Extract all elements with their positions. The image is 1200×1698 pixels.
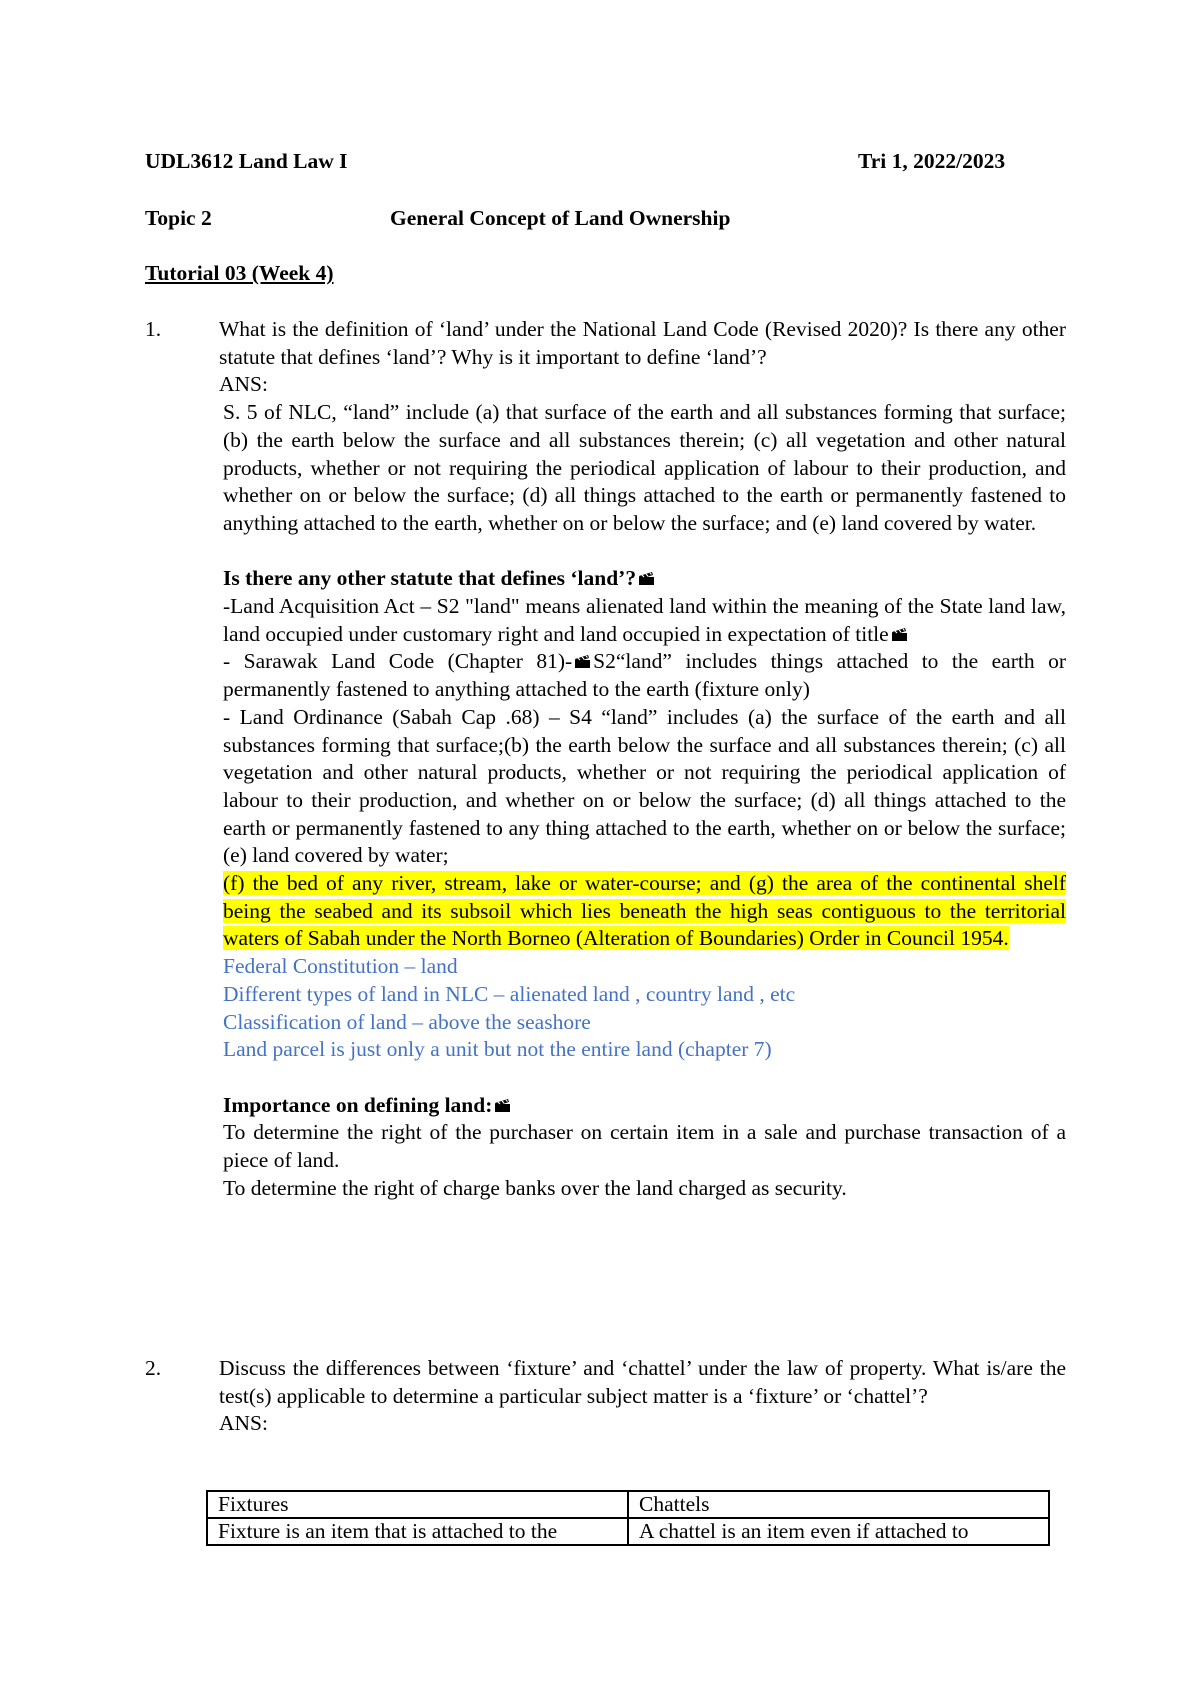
fixture-chattel-table xyxy=(206,1490,1050,1546)
note-item: Land parcel is just only a unit but not the entire land (chapter 7) xyxy=(223,1037,772,1062)
answer-label: ANS: xyxy=(219,372,268,397)
nlc-definition: S. 5 of NLC, “land” include (a) that surface of the earth and all substances forming that surface; (b) the earth below the surface and all substances therein; (c) all vegetation and other natural products, whether or not requiring the periodical application of labour to their production, and whether on or below the surface; (d) all things attached to the earth or permanently fastened to anything attached to the earth, whether on or below the surface; and (e) land covered by water. xyxy=(223,400,1066,535)
importance-heading-text: Importance on defining land: xyxy=(223,1092,493,1117)
table-cell: A chattel is an item even if attached to xyxy=(628,1518,1049,1545)
question-2-text: Discuss the differences between ‘fixture’ and ‘chattel’ under the law of property. What is/are the test(s) applicable to determine a particular subject matter is a ‘fixture’ or ‘chattel’? xyxy=(219,1356,1066,1408)
term: Tri 1, 2022/2023 xyxy=(858,149,1006,173)
question-1-number: 1. xyxy=(145,317,162,341)
question-1-text: What is the definition of ‘land’ under the National Land Code (Revised 2020)? Is there any other statute that defines ‘land’? Why is it important to define ‘land’? xyxy=(219,317,1066,369)
question-2-block xyxy=(219,1355,1066,1438)
sarawak-suffix: S2“land” includes things attached to the earth or permanently fastened to anything attached to the earth (fixture only) xyxy=(223,649,1066,702)
note-item: Different types of land in NLC – alienated land , country land , etc xyxy=(223,981,796,1006)
note-item: Classification of land – above the seashore xyxy=(223,1009,591,1034)
sabah-highlight xyxy=(219,870,1066,953)
land-acquisition-act xyxy=(219,593,1066,648)
other-statute-heading-text: Is there any other statute that defines ‘land’? xyxy=(223,566,637,591)
question-2-number: 2. xyxy=(145,1356,162,1380)
question-1-block xyxy=(219,316,1066,1202)
table-header-chattels: Chattels xyxy=(628,1491,1049,1518)
table-header-fixtures: Fixtures xyxy=(207,1491,628,1518)
land-acquisition-act-text: -Land Acquisition Act – S2 "land" means alienated land within the meaning of the State land law, land occupied under customary right and land occupied in expectation of title xyxy=(223,594,1066,646)
table-header-row xyxy=(207,1491,1049,1518)
course-code: UDL3612 Land Law I xyxy=(145,149,348,173)
table-cell: Fixture is an item that is attached to the xyxy=(207,1518,628,1545)
topic-title: General Concept of Land Ownership xyxy=(390,206,731,230)
highlighted-text: (f) the bed of any river, stream, lake or water-course; and (g) the area of the continental shelf being the seabed and its subsoil which lies beneath the high seas contiguous to the territorial waters of Sabah under the North Borneo (Alteration of Boundaries) Order in Council 1954. xyxy=(223,871,1066,951)
importance-heading xyxy=(219,1092,1066,1120)
other-statute-heading xyxy=(219,565,1066,593)
clapperboard-icon xyxy=(574,649,591,664)
sarawak-land-code xyxy=(219,648,1066,703)
sabah-land-ordinance: - Land Ordinance (Sabah Cap .68) – S4 “land” includes (a) the surface of the earth and all substances forming that surface;(b) the earth below the surface and all substances therein; (c) all vegetation and other natural products, whether or not requiring the periodical application of labour to their production, and whether on or below the surface; (d) all things attached to the earth or permanently fastened to any thing attached to the earth, whether on or below the surface; (e) land covered by water; xyxy=(223,704,1066,868)
importance-point-2: To determine the right of charge banks over the land charged as security. xyxy=(223,1175,847,1200)
answer-label: ANS: xyxy=(219,1411,268,1436)
topic-label: Topic 2 xyxy=(145,206,212,230)
clapperboard-icon xyxy=(638,566,655,581)
importance-point-1: To determine the right of the purchaser on certain item in a sale and purchase transaction of a piece of land. xyxy=(223,1120,1066,1173)
tutorial-heading: Tutorial 03 (Week 4) xyxy=(145,261,334,285)
sarawak-prefix: - Sarawak Land Code (Chapter 81)- xyxy=(223,649,573,674)
table-row xyxy=(207,1518,1049,1545)
clapperboard-icon xyxy=(494,1093,511,1108)
note-item: Federal Constitution – land xyxy=(223,954,458,979)
clapperboard-icon xyxy=(891,622,908,637)
